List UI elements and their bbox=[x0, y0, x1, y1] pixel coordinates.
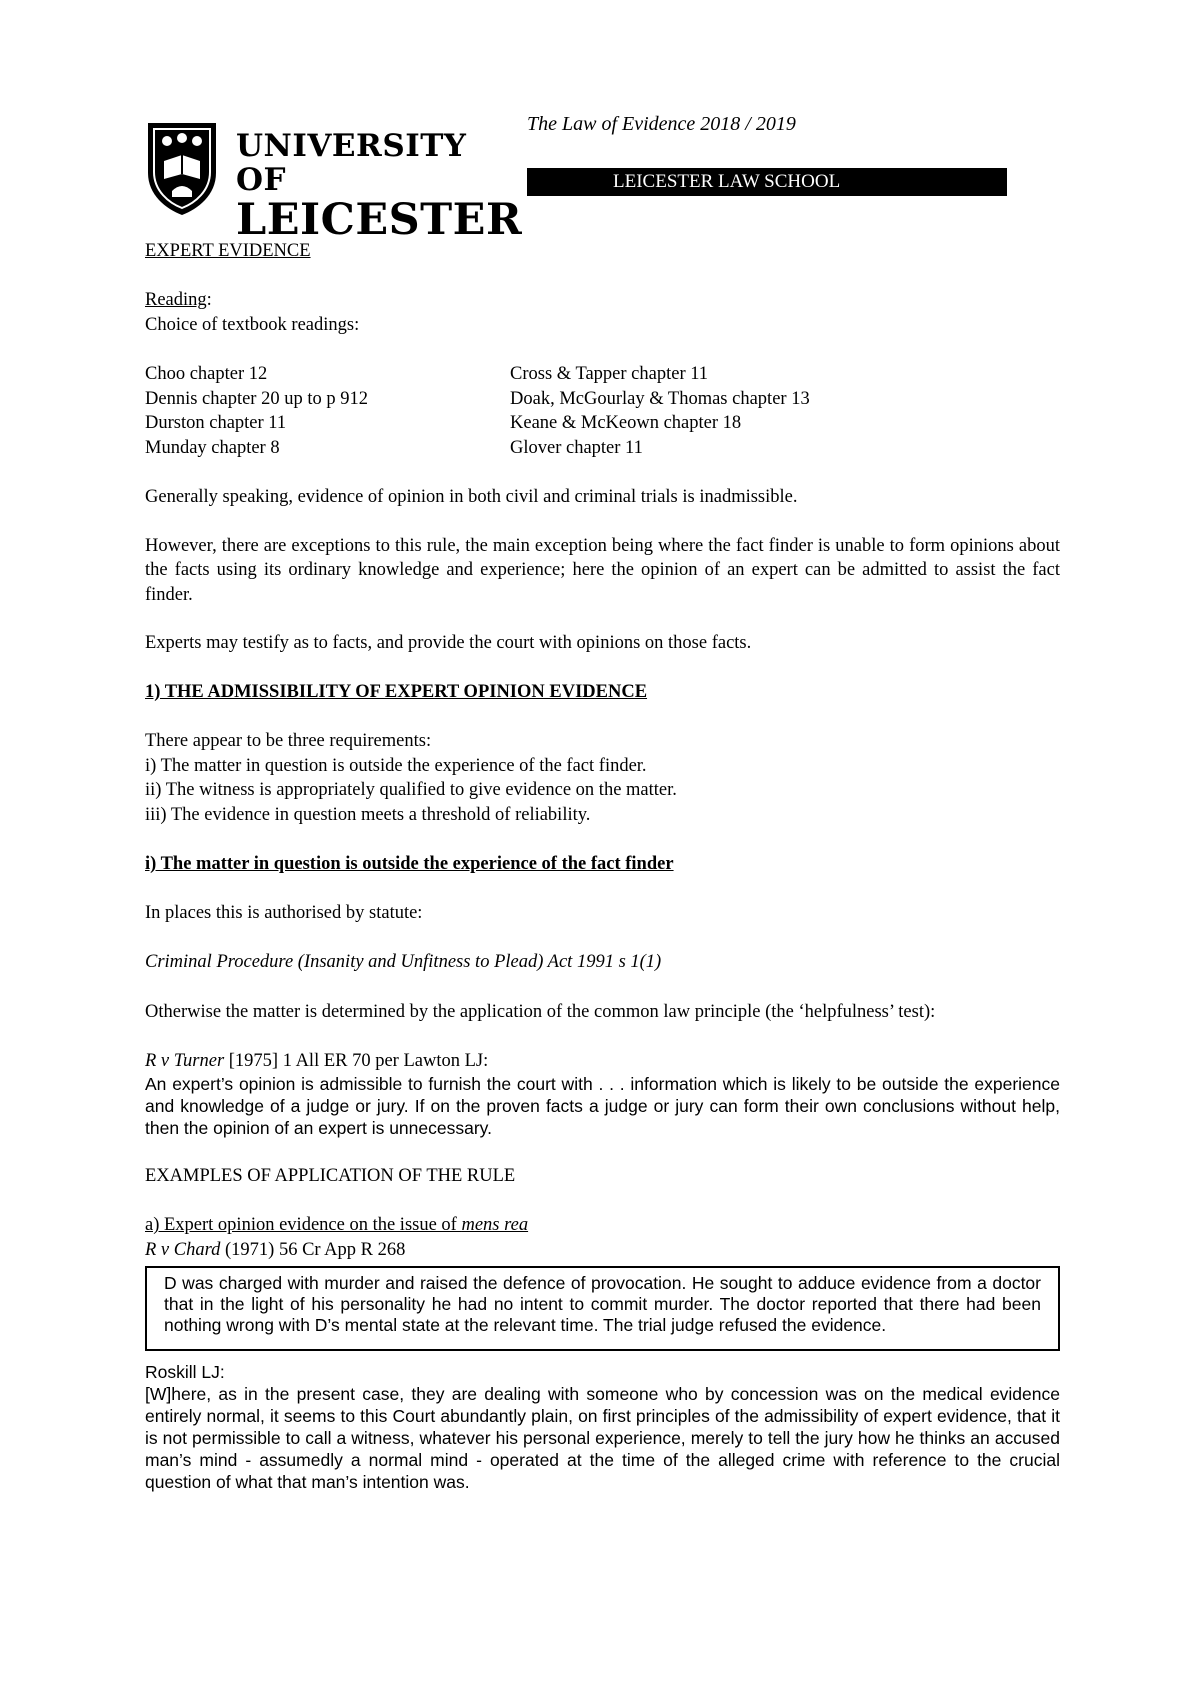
requirement-item: i) The matter in question is outside the experience of the fact finder. bbox=[145, 755, 647, 776]
reading-label-line bbox=[145, 288, 1060, 313]
reading-intro: Choice of textbook readings: bbox=[145, 314, 360, 335]
reading-label-suffix: : bbox=[206, 290, 212, 311]
document-body bbox=[145, 239, 1060, 1493]
university-logo bbox=[146, 121, 523, 245]
logo-wordmark bbox=[236, 129, 522, 243]
document-title: The Law of Evidence 2018 / 2019 bbox=[527, 113, 796, 135]
reading-item: Munday chapter 8 bbox=[145, 437, 280, 458]
case-citation: (1971) 56 Cr App R 268 bbox=[220, 1239, 406, 1260]
reading-label: Reading bbox=[145, 290, 207, 311]
example-a-heading bbox=[145, 1213, 1060, 1238]
school-name: LEICESTER LAW SCHOOL bbox=[613, 171, 841, 192]
reading-item: Glover chapter 11 bbox=[510, 437, 643, 458]
requirement-item: ii) The witness is appropriately qualified to give evidence on the matter. bbox=[145, 780, 677, 801]
school-banner bbox=[527, 168, 1007, 196]
logo-line-leicester: LEICESTER bbox=[236, 195, 523, 245]
reading-item: Cross & Tapper chapter 11 bbox=[510, 363, 709, 384]
reading-item: Dennis chapter 20 up to p 912 bbox=[145, 388, 368, 409]
case-name: R v Chard bbox=[145, 1239, 221, 1260]
requirements-intro: There appear to be three requirements: bbox=[145, 731, 432, 752]
case-citation: [1975] 1 All ER 70 per Lawton LJ: bbox=[224, 1050, 489, 1071]
case-facts-text: D was charged with murder and raised the defence of provocation. He sought to adduce evidence from a doctor that in the light of his personality he had no intent to commit murder. The doctor reported that there had been nothing wrong with D’s mental state at the relevant time. The trial judge refused the evidence. bbox=[164, 1273, 1041, 1336]
statute-citation: Criminal Procedure (Insanity and Unfitness to Plead) Act 1991 s 1(1) bbox=[145, 952, 662, 973]
example-a-label-italic: mens rea bbox=[461, 1215, 529, 1236]
reading-item: Doak, McGourlay & Thomas chapter 13 bbox=[510, 388, 810, 409]
examples-heading: EXAMPLES OF APPLICATION OF THE RULE bbox=[145, 1166, 516, 1186]
heading-admissibility: 1) THE ADMISSIBILITY OF EXPERT OPINION EVIDENCE bbox=[145, 681, 648, 702]
reading-item: Choo chapter 12 bbox=[145, 363, 268, 384]
shield-icon bbox=[146, 121, 218, 217]
example-a-label: a) Expert opinion evidence on the issue of bbox=[145, 1215, 462, 1236]
turner-quote: An expert’s opinion is admissible to furnish the court with . . . information which is likely to be outside the experience and knowledge of a judge or jury. If on the proven facts a judge or jury can form their own conclusions without help, then the opinion of an expert is unnecessary. bbox=[145, 1074, 1060, 1139]
reading-item: Keane & McKeown chapter 18 bbox=[510, 413, 742, 434]
logo-line-university: UNIVERSITY OF bbox=[236, 128, 467, 198]
roskill-label: Roskill LJ: bbox=[145, 1362, 225, 1383]
paragraph-experts-testify: Experts may testify as to facts, and provide the court with opinions on those facts. bbox=[145, 633, 752, 654]
roskill-quote: [W]here, as in the present case, they are dealing with someone who by concession was on the medical evidence entirely normal, it seems to this Court abundantly plain, on first principles of the admissibility of expert evidence, that it is not permissible to call a witness, whatever his personal experience, merely to tell the jury how he thinks an accused man’s mind - assumedly a normal mind - operated at the time of the alleged crime with reference to the crucial question of what that man’s intention was. bbox=[145, 1384, 1060, 1493]
requirement-item: iii) The evidence in question meets a threshold of reliability. bbox=[145, 804, 591, 825]
case-name: R v Turner bbox=[145, 1050, 225, 1071]
case-facts-box bbox=[145, 1266, 1060, 1351]
paragraph-exceptions: However, there are exceptions to this rule, the main exception being where the fact finder is unable to form opinions about the facts using its ordinary knowledge and experience; here the opinion of an expert can be admitted to assist the fact finder. bbox=[145, 535, 1060, 605]
statute-intro: In places this is authorised by statute: bbox=[145, 903, 423, 924]
common-law-paragraph: Otherwise the matter is determined by the application of the common law principle (the ‘helpfulness’ test): bbox=[145, 1001, 936, 1022]
section-title: EXPERT EVIDENCE bbox=[145, 241, 311, 261]
reading-list bbox=[145, 362, 1060, 460]
chard-citation bbox=[145, 1238, 1060, 1263]
reading-item: Durston chapter 11 bbox=[145, 413, 287, 434]
turner-citation bbox=[145, 1049, 1060, 1074]
subheading-outside-experience: i) The matter in question is outside the experience of the fact finder bbox=[145, 854, 674, 875]
paragraph-opinion-inadmissible: Generally speaking, evidence of opinion in both civil and criminal trials is inadmissible. bbox=[145, 486, 798, 507]
